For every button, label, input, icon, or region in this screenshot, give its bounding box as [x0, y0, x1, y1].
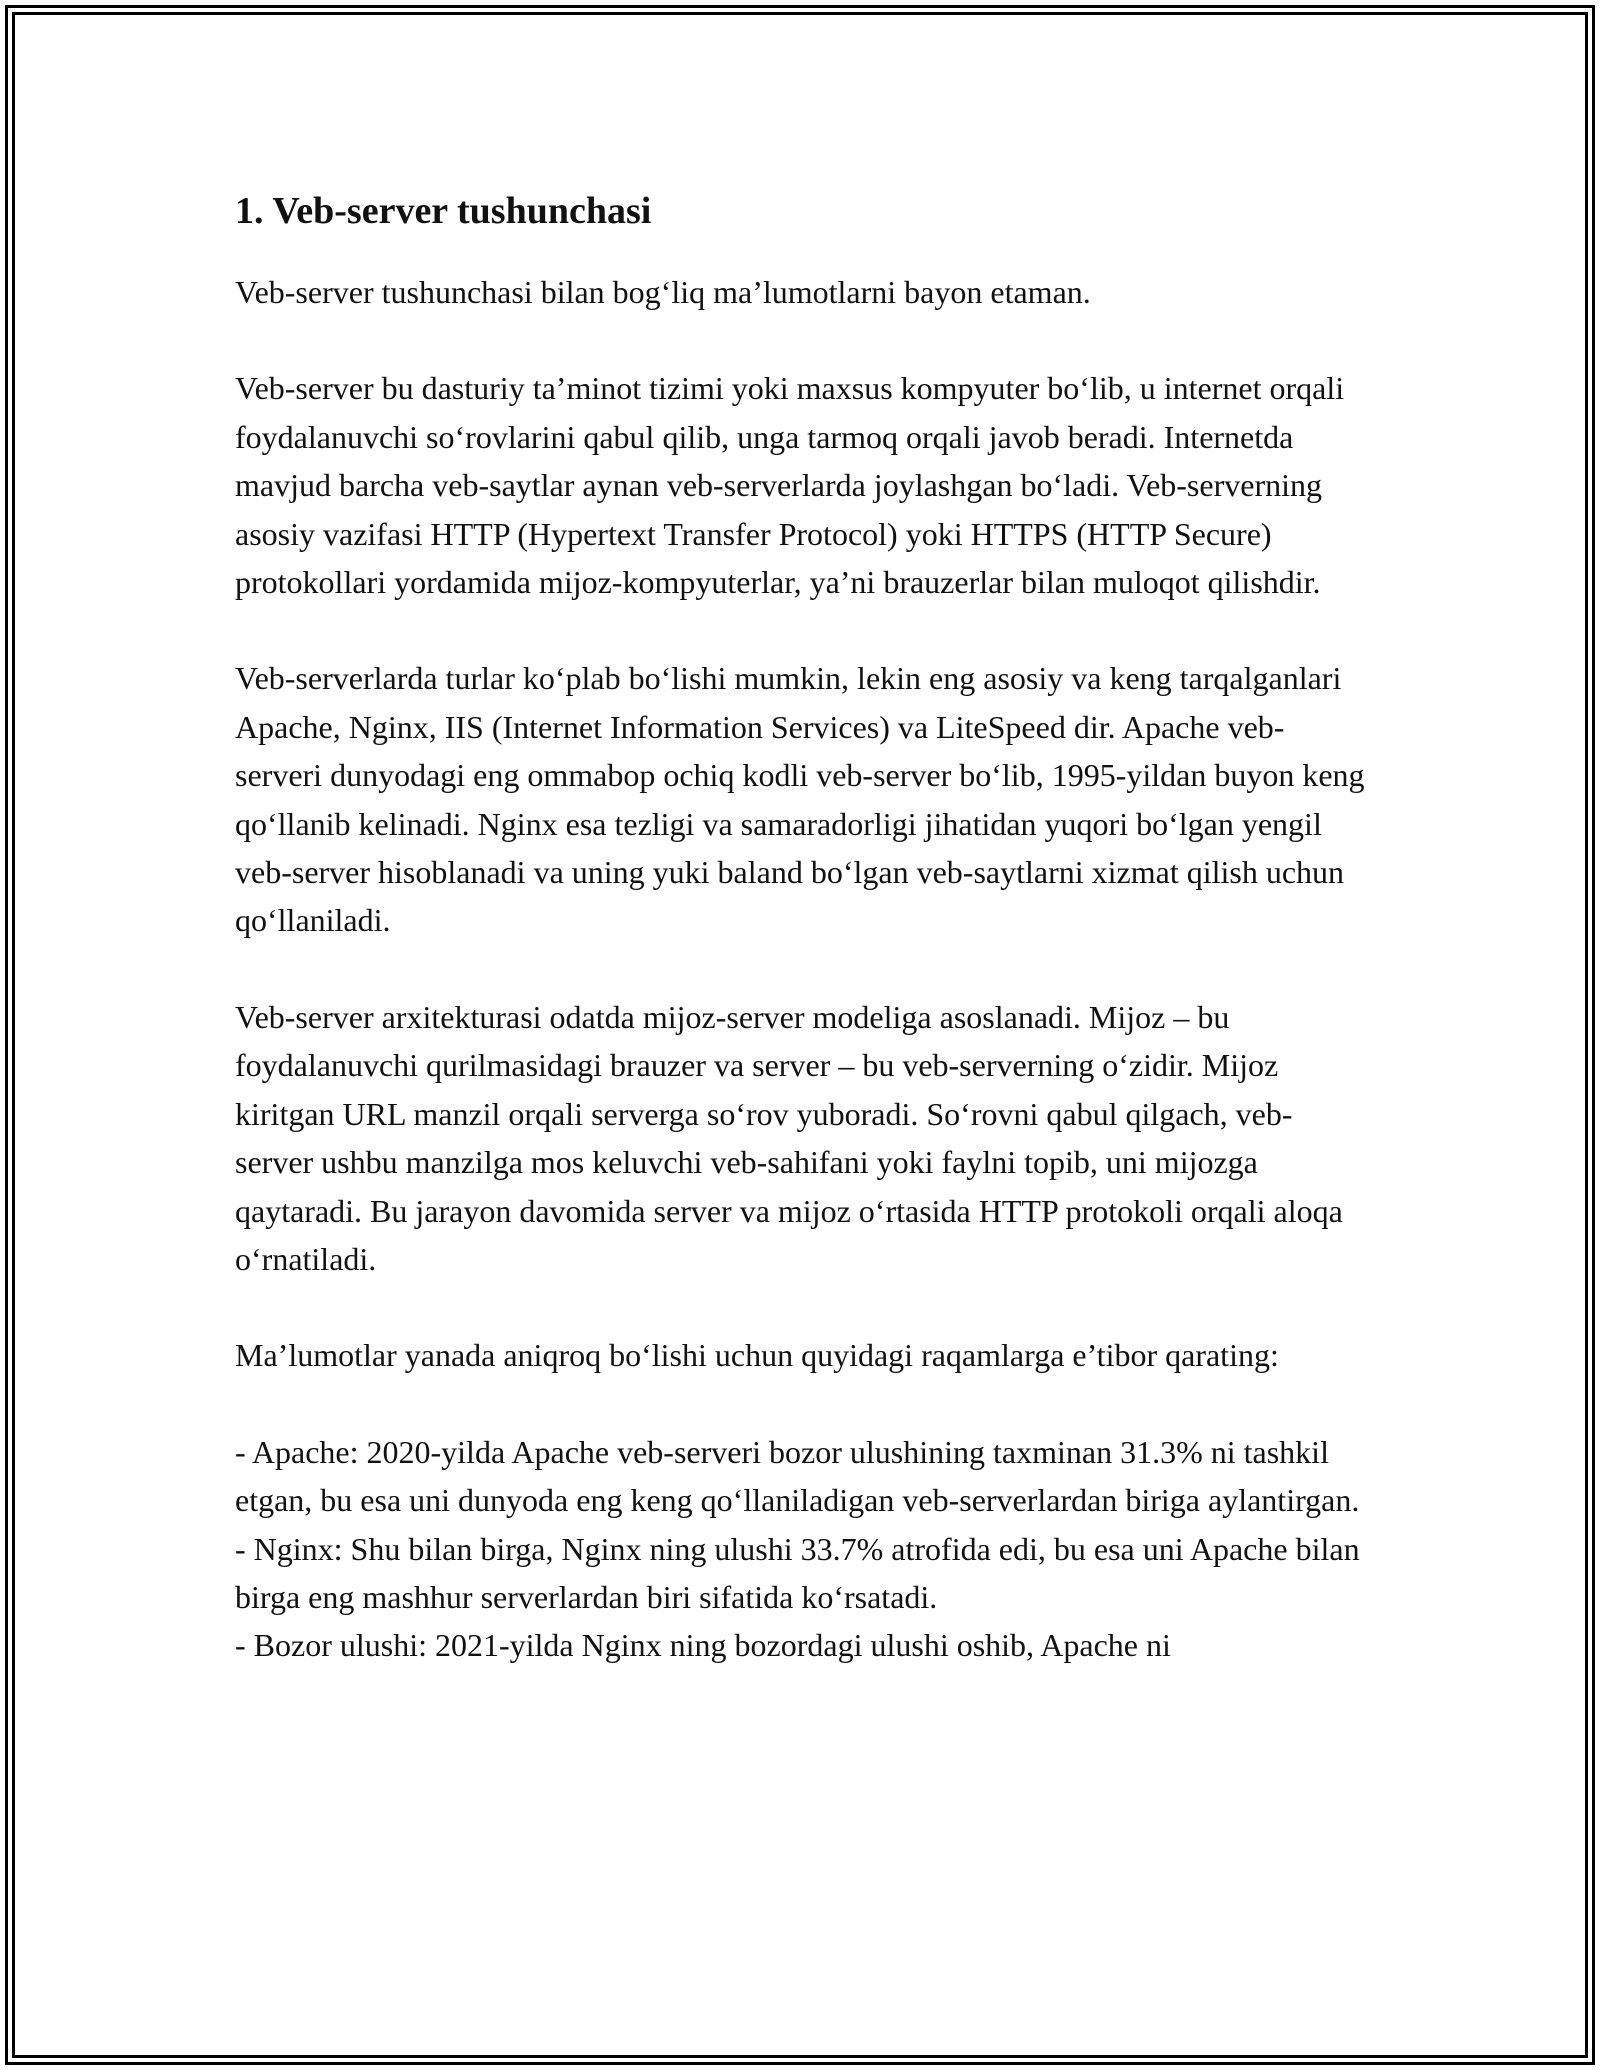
document-body	[235, 186, 1365, 1670]
architecture-paragraph: Veb-server arxitekturasi odatda mijoz-server modeliga asoslanadi. Mijoz – bu foydalanuvchi qurilmasidagi brauzer va server – bu veb-serverning o‘zidir. Mijoz kiritgan URL manzil orqali serverga so‘rov yuboradi. So‘rovni qabul qilgach, veb-server ushbu manzilga mos keluvchi veb-sahifani yoki faylni topib, uni mijozga qaytaradi. Bu jarayon davomida server va mijoz o‘rtasida HTTP protokoli orqali aloqa o‘rnatiladi.	[235, 998, 1343, 1277]
section-heading: 1. Veb-server tushunchasi	[235, 190, 652, 232]
statistics-list	[235, 1428, 1365, 1670]
server-types-paragraph: Veb-serverlarda turlar ko‘plab bo‘lishi mumkin, lekin eng asosiy va keng tarqalganlari Apache, Nginx, IIS (Internet Information Services) va LiteSpeed dir. Apache veb-serveri dunyodagi eng ommabop ochiq kodli veb-server bo‘lib, 1995-yildan buyon keng qo‘llanib kelinadi. Nginx esa tezligi va samaradorligi jihatidan yuqori bo‘lgan yengil veb-server hisoblanadi va uning yuki baland bo‘lgan veb-saytlarni xizmat qilish uchun qo‘llaniladi.	[235, 660, 1365, 939]
intro-paragraph: Veb-server tushunchasi bilan bog‘liq ma’lumotlarni bayon etaman.	[235, 274, 1091, 310]
list-item-market-share: - Bozor ulushi: 2021-yilda Nginx ning bozordagi ulushi oshib, Apache ni	[235, 1627, 1171, 1664]
definition-paragraph: Veb-server bu dasturiy ta’minot tizimi yoki maxsus kompyuter bo‘lib, u internet orqali foydalanuvchi so‘rovlarini qabul qilib, unga tarmoq orqali javob beradi. Internetda mavjud barcha veb-saytlar aynan veb-serverlarda joylashgan bo‘ladi. Veb-serverning asosiy vazifasi HTTP (Hypertext Transfer Protocol) yoki HTTPS (HTTP Secure) protokollari yordamida mijoz-kompyuterlar, ya’ni brauzerlar bilan muloqot qilishdir.	[235, 370, 1345, 601]
statistics-intro-paragraph: Ma’lumotlar yanada aniqroq bo‘lishi uchun quyidagi raqamlarga e’tibor qarating:	[235, 1337, 1279, 1374]
list-item-nginx: - Nginx: Shu bilan birga, Nginx ning ulushi 33.7% atrofida edi, bu esa uni Apache bilan birga eng mashhur serverlardan biri sifatida ko‘rsatadi.	[235, 1530, 1360, 1615]
list-item-apache: - Apache: 2020-yilda Apache veb-serveri bozor ulushining taxminan 31.3% ni tashkil etgan, bu esa uni dunyoda eng keng qo‘llaniladigan veb-serverlardan biriga aylantirgan.	[235, 1433, 1360, 1519]
